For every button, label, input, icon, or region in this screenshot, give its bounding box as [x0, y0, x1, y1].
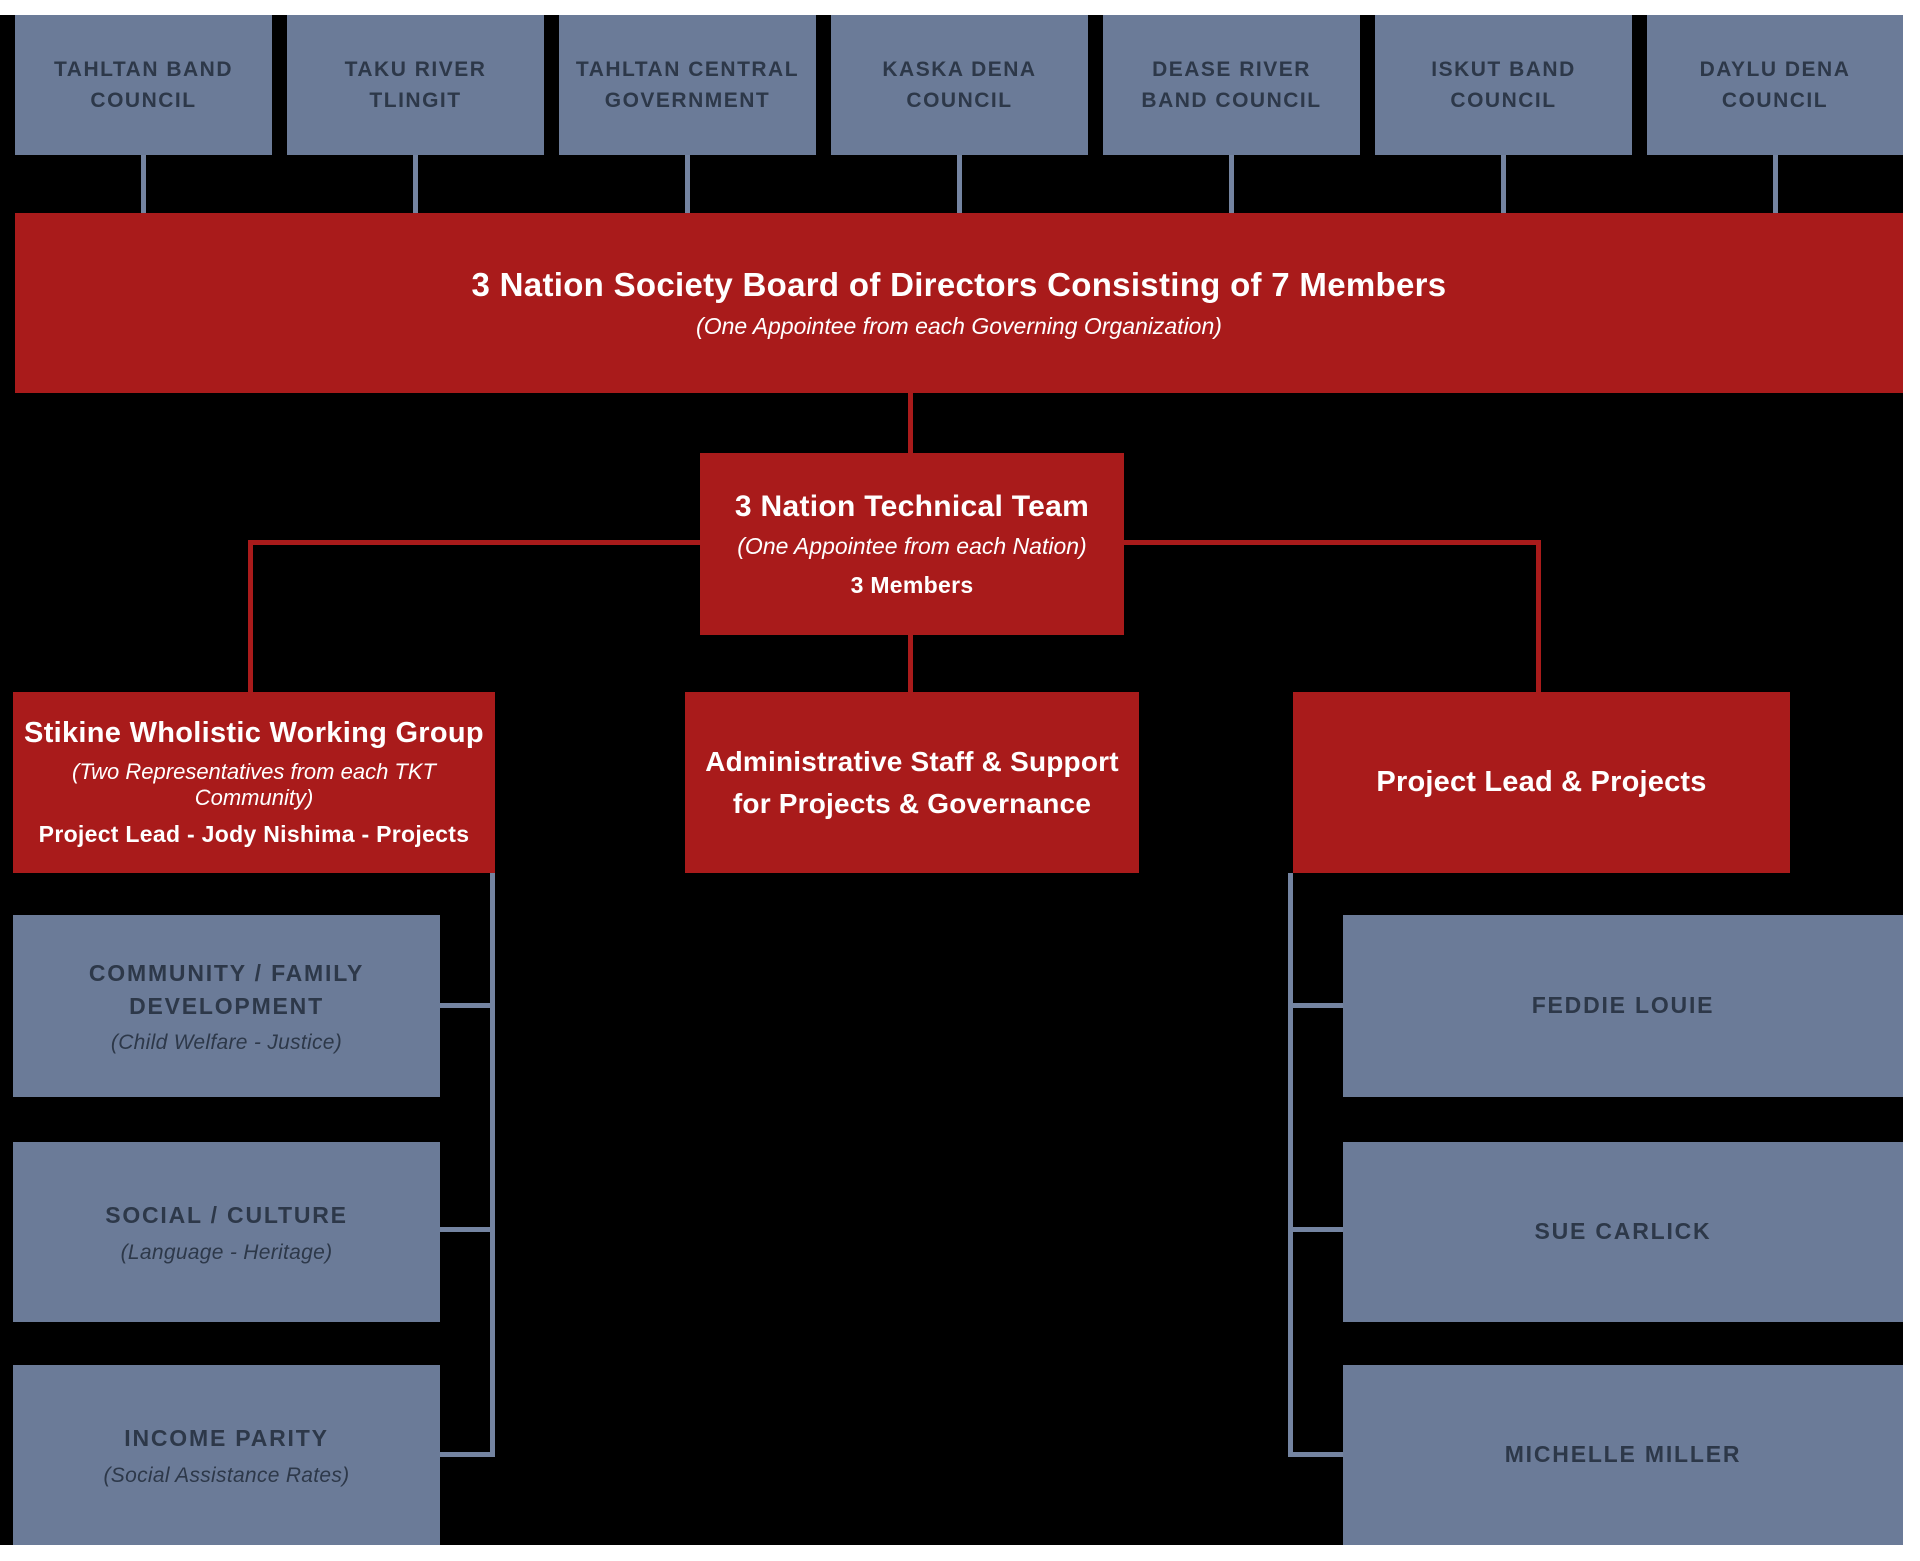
connector-line	[1293, 1227, 1343, 1232]
node-project-lead-projects	[1293, 692, 1790, 873]
node-label: COUNCIL	[1450, 89, 1557, 112]
node-tahltan-band-council	[15, 15, 272, 155]
connector-line	[1288, 1452, 1343, 1457]
item-subtitle: (Child Welfare - Justice)	[110, 1031, 343, 1055]
item-subtitle: (Language - Heritage)	[120, 1240, 333, 1264]
connector-line	[141, 155, 146, 213]
node-label: GOVERNMENT	[604, 89, 771, 112]
connector-line	[1229, 155, 1234, 213]
node-michelle-miller	[1343, 1365, 1903, 1545]
node-admin-staff-support	[685, 692, 1139, 873]
node-taku-river-tlingit	[287, 15, 544, 155]
board-title: 3 Nation Society Board of Directors Consisting of 7 Members	[471, 266, 1447, 303]
node-technical-team	[700, 453, 1124, 635]
node-label: TAKU RIVER	[344, 57, 487, 81]
node-dease-river-band-council	[1103, 15, 1360, 155]
connector-line	[685, 155, 690, 213]
node-label: COUNCIL	[906, 89, 1013, 112]
person-name: FEDDIE LOUIE	[1531, 992, 1715, 1019]
technical-team-title: 3 Nation Technical Team	[734, 489, 1090, 523]
item-subtitle: (Social Assistance Rates)	[103, 1463, 350, 1487]
admin-title-line2: for Projects & Governance	[732, 787, 1092, 819]
connector-line	[440, 1452, 495, 1457]
connector-line	[1124, 540, 1541, 545]
node-tahltan-central-government	[559, 15, 816, 155]
node-label: KASKA DENA	[882, 57, 1037, 81]
node-label: TAHLTAN CENTRAL	[575, 57, 800, 81]
node-sue-carlick	[1343, 1142, 1903, 1322]
connector-line	[908, 393, 913, 453]
item-title: COMMUNITY / FAMILY DEVELOPMENT	[88, 959, 365, 1019]
node-board-of-directors	[15, 213, 1903, 393]
board-subtitle: (One Appointee from each Governing Organization)	[696, 313, 1222, 339]
connector-line	[1288, 873, 1293, 1457]
working-group-title: Stikine Wholistic Working Group	[24, 717, 484, 749]
node-social-culture	[13, 1142, 440, 1322]
project-lead-title: Project Lead & Projects	[1376, 765, 1707, 798]
connector-line	[1293, 1003, 1343, 1008]
working-group-subtitle: (Two Representatives from each TKT Community)	[72, 759, 436, 810]
node-iskut-band-council	[1375, 15, 1632, 155]
node-income-parity	[13, 1365, 440, 1545]
node-label: TLINGIT	[369, 89, 462, 112]
technical-team-members: 3 Members	[850, 571, 974, 598]
node-feddie-louie	[1343, 915, 1903, 1097]
connector-line	[490, 873, 495, 1457]
node-label: TAHLTAN BAND	[54, 57, 233, 81]
node-stikine-wholistic-working-group	[13, 692, 495, 873]
connector-line	[413, 155, 418, 213]
connector-line	[1536, 540, 1541, 692]
connector-line	[1773, 155, 1778, 213]
node-kaska-dena-council	[831, 15, 1088, 155]
technical-team-subtitle: (One Appointee from each Nation)	[737, 532, 1087, 559]
admin-title-line1: Administrative Staff & Support	[705, 745, 1119, 777]
connector-line	[1501, 155, 1506, 213]
connector-line	[440, 1227, 490, 1232]
item-title: INCOME PARITY	[124, 1425, 329, 1452]
connector-line	[248, 540, 700, 545]
person-name: SUE CARLICK	[1534, 1218, 1712, 1245]
working-group-project-lead: Project Lead - Jody Nishima - Projects	[38, 821, 470, 847]
connector-line	[248, 540, 253, 692]
node-label: DEASE RIVER	[1152, 57, 1311, 81]
item-title: SOCIAL / CULTURE	[105, 1202, 348, 1229]
node-label: BAND COUNCIL	[1141, 89, 1322, 112]
node-label: DAYLU DENA	[1699, 57, 1851, 81]
node-community-family-development	[13, 915, 440, 1097]
node-daylu-dena-council	[1647, 15, 1903, 155]
connector-line	[440, 1003, 490, 1008]
node-label: COUNCIL	[1721, 89, 1829, 112]
node-label: COUNCIL	[90, 89, 197, 112]
connector-line	[957, 155, 962, 213]
person-name: MICHELLE MILLER	[1504, 1441, 1742, 1468]
node-label: ISKUT BAND	[1431, 57, 1576, 81]
connector-line	[908, 635, 913, 692]
